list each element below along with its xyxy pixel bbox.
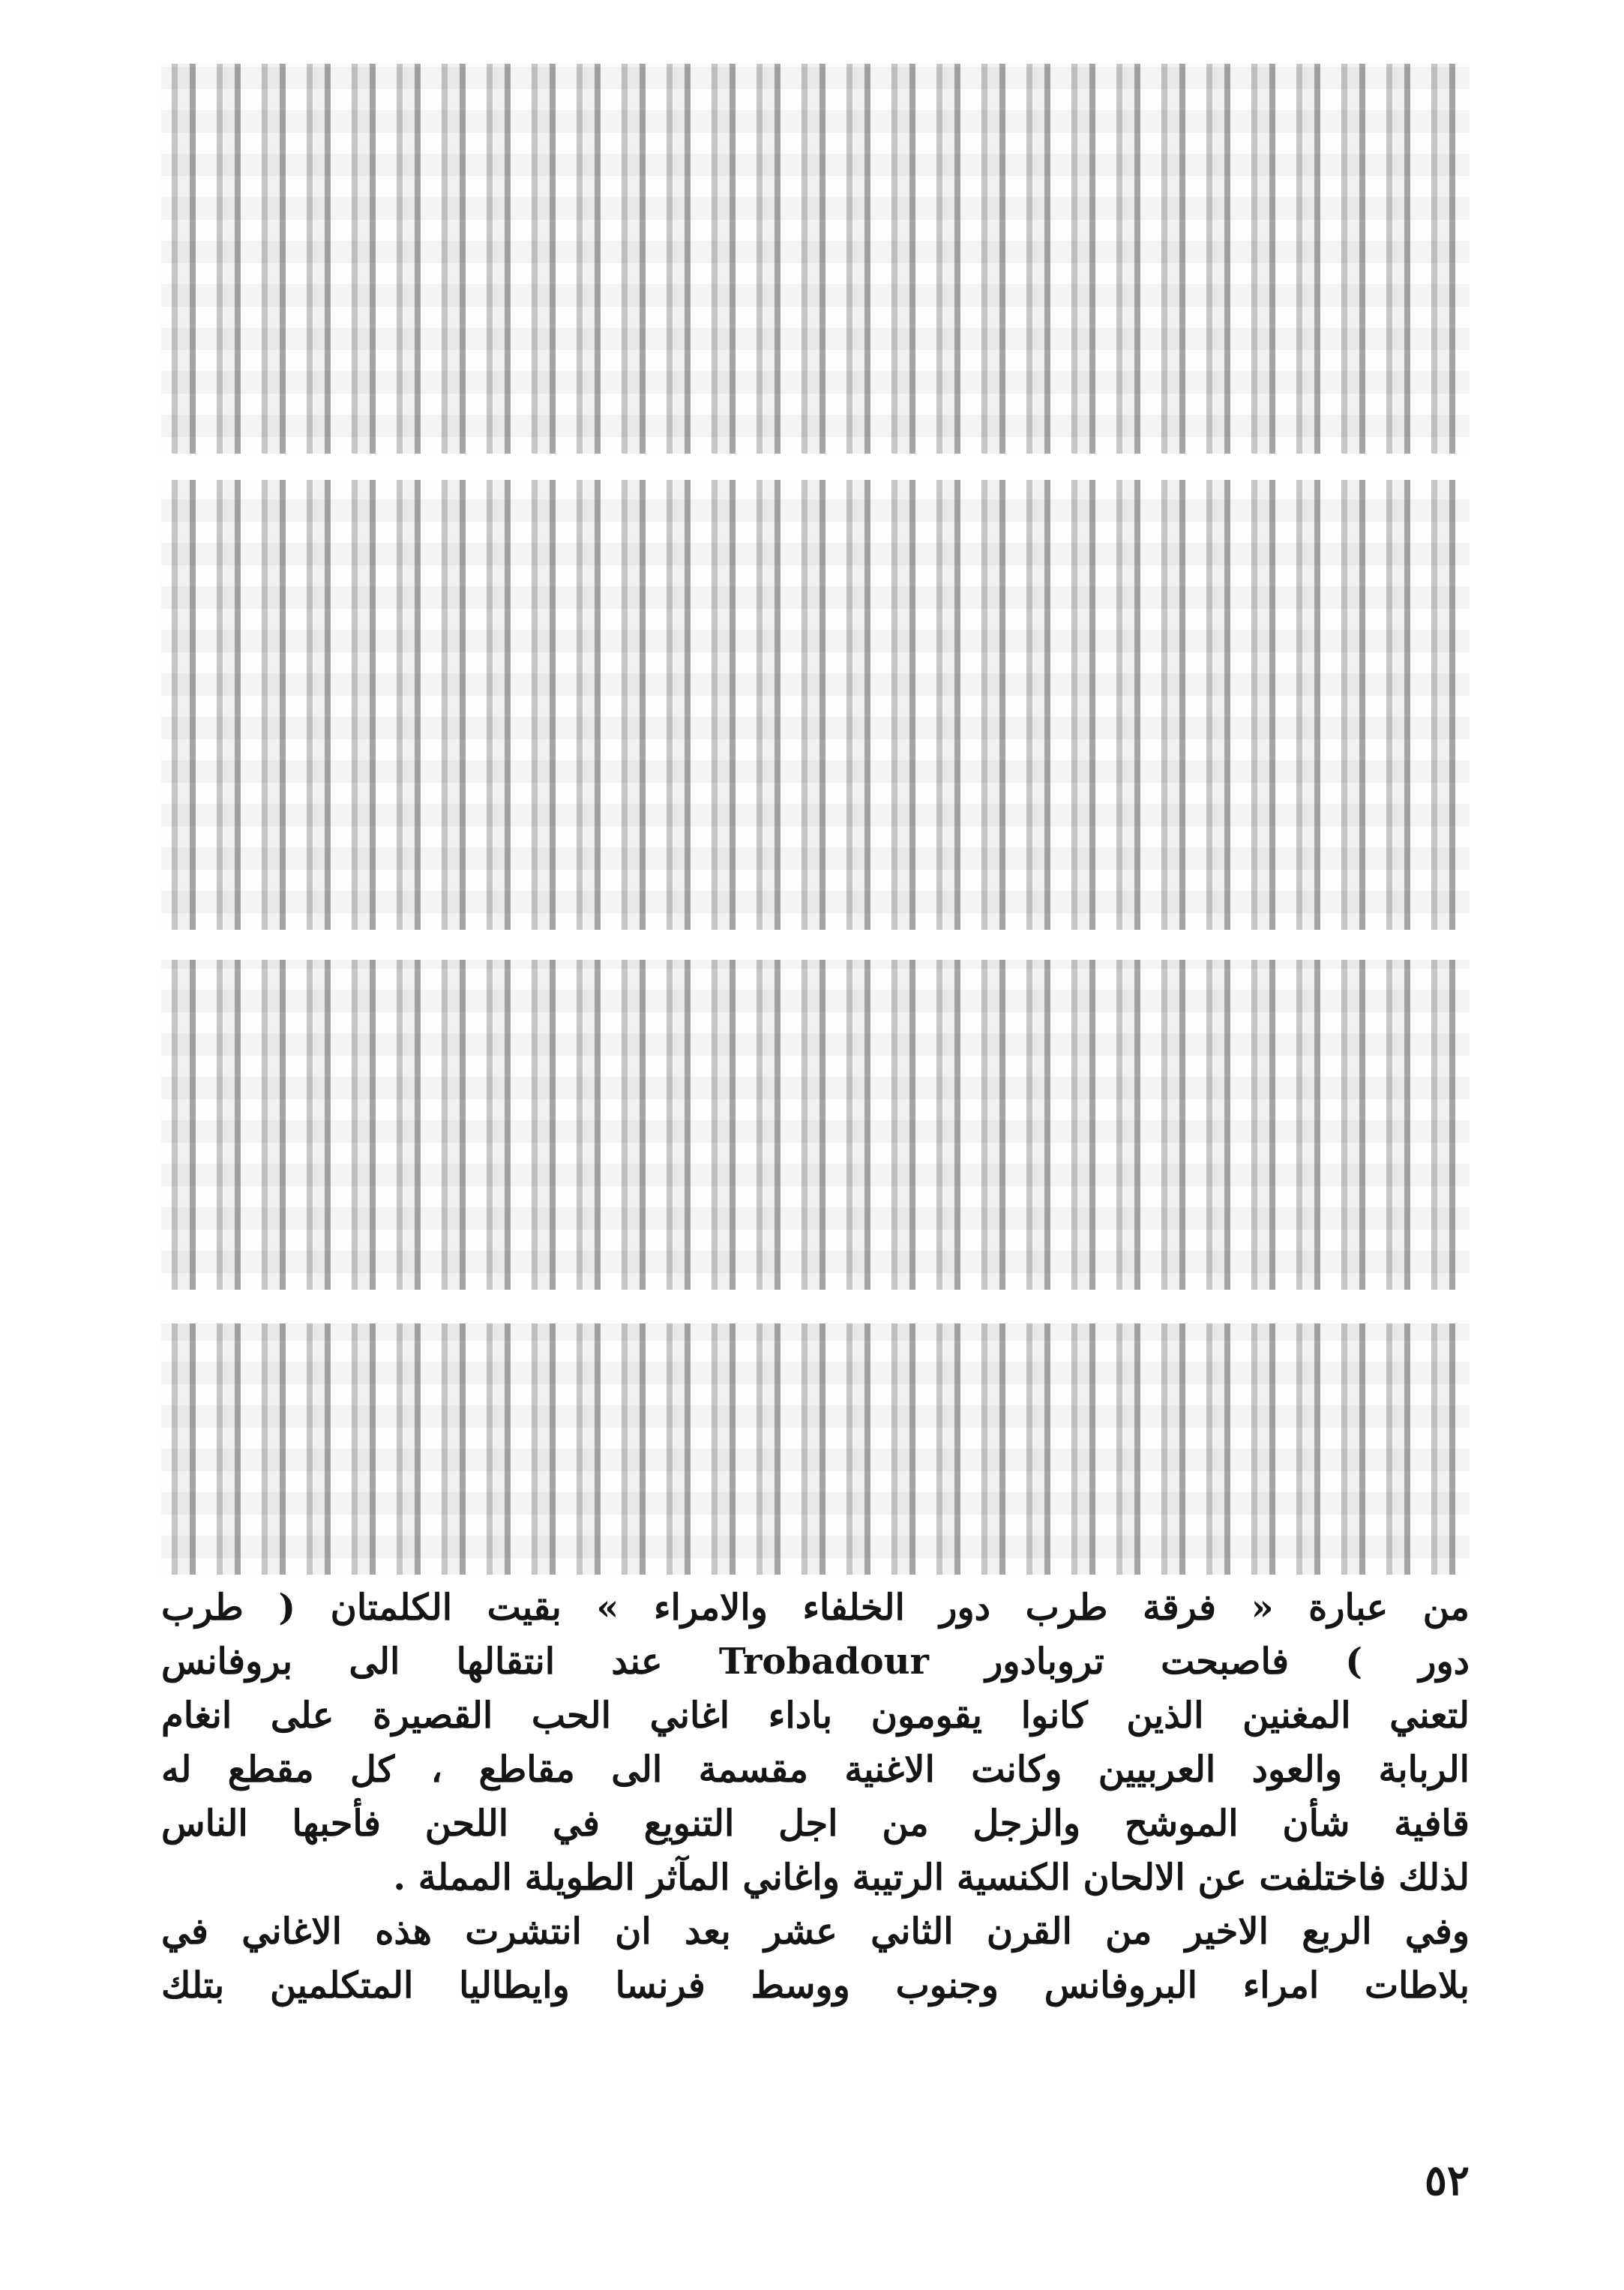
pixelated-paragraph: [161, 960, 1470, 1290]
pixelated-paragraph: [161, 1323, 1470, 1575]
body-line: بلاطات امراء البروفانس وجنوب ووسط فرنسا وايطاليا المتكلمين بتلك: [161, 1965, 1470, 2007]
body-line: من عبارة « فرقة طرب دور الخلفاء والامراء » بقيت الكلمتان ( طرب: [161, 1587, 1470, 1629]
body-line: دور ) فاصبحت تروبادور Trobadour عند انتقالها الى بروفانس: [161, 1641, 1470, 1683]
body-line: وفي الربع الاخير من القرن الثاني عشر بعد ان انتشرت هذه الاغاني في: [161, 1911, 1470, 1953]
body-line: لذلك فاختلفت عن الالحان الكنسية الرتيبة واغاني المآثر الطويلة المملة .: [393, 1857, 1470, 1899]
page-number: ٥٢: [1424, 2156, 1470, 2205]
pixelated-paragraph: [161, 64, 1470, 454]
body-line: قافية شأن الموشح والزجل من اجل التنويع في اللحن فأحبها الناس: [161, 1803, 1470, 1845]
body-line: لتعني المغنين الذين كانوا يقومون باداء اغاني الحب القصيرة على انغام: [161, 1695, 1470, 1737]
body-paragraph: [161, 1581, 1470, 2013]
body-line: الربابة والعود العربيين وكانت الاغنية مقسمة الى مقاطع ، كل مقطع له: [161, 1749, 1470, 1791]
pixelated-paragraph: [161, 480, 1470, 930]
pixelated-text-region: [161, 64, 1470, 1575]
